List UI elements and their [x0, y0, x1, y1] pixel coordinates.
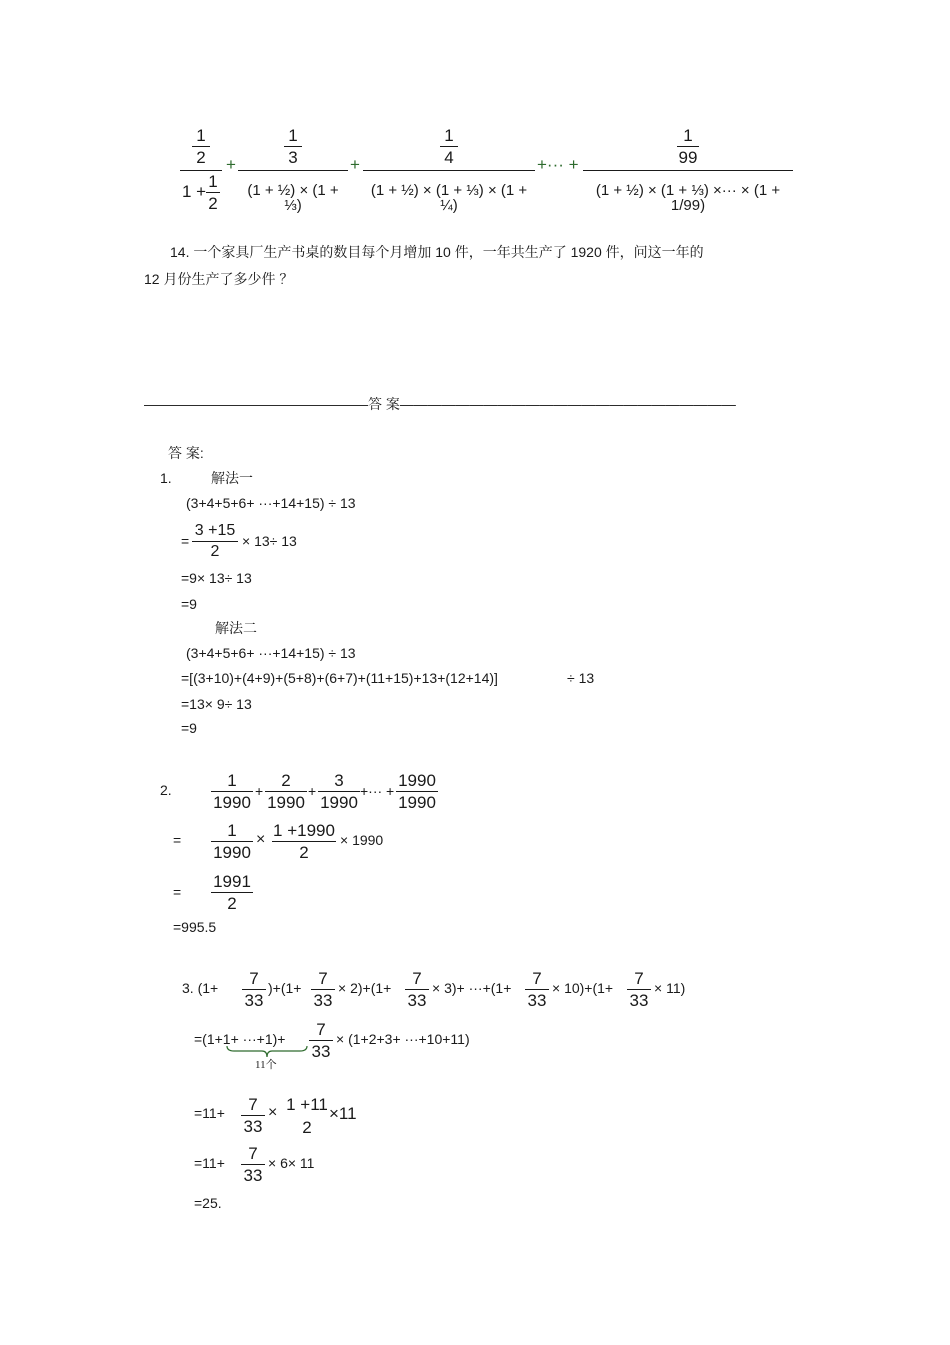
term-4-inner-numerator: 1 [683, 126, 693, 145]
answer-1-fraction [192, 523, 238, 560]
frac-numerator: 7 [248, 1144, 258, 1163]
answer-3-part: 3. (1+ [182, 980, 219, 996]
problem-14-line-2: 12 月份生产了多少件 ？ [144, 271, 294, 287]
answer-1-number: 1. [160, 470, 172, 486]
answer-3-part: )+(1+ [268, 980, 302, 996]
term-1-inner-numerator: 1 [196, 126, 206, 145]
times-sign: × [256, 831, 266, 848]
answer-3-line-2-suffix: × (1+2+3+ ···+10+11) [336, 1031, 470, 1047]
term-1-inner-denominator: 2 [196, 148, 206, 167]
answer-3-frac-7-33 [627, 970, 651, 1009]
problem-14-line-1: 14. 一个家具厂生产书桌的数目每个月增加 10 件，一年共生产了 1920 件，问这一年的 [170, 244, 704, 260]
answer-1-line-2-prefix: = [181, 533, 190, 549]
answer-2-frac-6 [272, 822, 336, 861]
answer-1-method-2-title: 解法二 [215, 620, 257, 636]
frac-numerator: 7 [318, 969, 328, 988]
frac-denominator: 1990 [213, 793, 251, 812]
answer-3-part: × 11) [654, 980, 686, 996]
term-4-denominator: (1 + ½) × (1 + ⅓) ×··· × (1 + 1/99) [595, 182, 781, 214]
answer-1-line-6-suffix: ÷ 13 [567, 670, 595, 686]
answer-1-line-6: =[(3+10)+(4+9)+(5+8)+(6+7)+(11+15)+13+(12+14)] [181, 670, 498, 686]
frac-denominator: 1990 [267, 793, 305, 812]
term-3-inner-numerator: 1 [444, 126, 454, 145]
answer-3-line-4-suffix: × 6× 11 [268, 1155, 315, 1171]
ellipsis-plus: +··· + [360, 783, 395, 799]
term-3 [363, 127, 535, 213]
answer-1-line-1: (3+4+5+6+ ···+14+15) ÷ 13 [186, 495, 356, 511]
answer-3-frac-7-33 [242, 970, 266, 1009]
underbrace-label: 11个 [255, 1059, 277, 1071]
answer-2-number: 2. [160, 782, 172, 798]
term-3-inner-denominator: 4 [444, 148, 454, 167]
equals-sign: = [173, 884, 182, 900]
term-3-denominator: (1 + ½) × (1 + ⅓) × (1 + ¼) [370, 182, 528, 214]
answer-1-line-4: =9 [181, 596, 197, 612]
answer-1-line-7: =13× 9÷ 13 [181, 696, 252, 712]
frac-denominator: 2 [299, 843, 309, 862]
frac-denominator: 33 [629, 991, 649, 1010]
answer-3-frac-7-33 [241, 1145, 265, 1184]
answer-1-line-3: =9× 13÷ 13 [181, 570, 252, 586]
answer-1-method-1-title: 解法一 [211, 470, 253, 486]
frac-numerator: 1991 [213, 872, 251, 891]
frac-denominator: 33 [244, 991, 264, 1010]
term-4-inner-denominator: 99 [678, 148, 698, 167]
frac-numerator: 7 [248, 1095, 258, 1114]
term-2-inner-numerator: 1 [288, 126, 298, 145]
answer-3-line-3-suffix: ×11 [329, 1104, 357, 1123]
equals-sign: = [173, 832, 182, 848]
underbrace [226, 1045, 308, 1059]
frac-numerator: 7 [249, 969, 259, 988]
frac-denominator: 33 [527, 991, 547, 1010]
frac-numerator: 1 [227, 771, 237, 790]
frac-numerator: 7 [532, 969, 542, 988]
frac-numerator: 7 [634, 969, 644, 988]
answer-2-frac-2 [265, 772, 307, 811]
frac-denominator: 33 [243, 1166, 263, 1185]
frac-denominator: 33 [313, 991, 333, 1010]
answer-1-line-5: (3+4+5+6+ ···+14+15) ÷ 13 [186, 645, 356, 661]
frac-numerator: 1 +1990 [273, 821, 335, 840]
answer-3-frac-7-33 [311, 970, 335, 1009]
answer-3-frac-7-33 [309, 1021, 333, 1060]
answer-1-line-2-suffix: × 13÷ 13 [242, 533, 297, 549]
plus-sign: + [226, 155, 236, 174]
answer-3-part: × 2)+(1+ [338, 980, 392, 996]
frac-denominator: 1990 [398, 793, 436, 812]
frac-denominator: 1990 [213, 843, 251, 862]
frac-denominator: 1990 [320, 793, 358, 812]
answer-3-result: =25. [194, 1195, 222, 1211]
answers-heading: 答 案: [168, 445, 204, 461]
answer-1-line-8: =9 [181, 720, 197, 736]
answer-1-frac-numerator: 3 +15 [194, 522, 236, 539]
frac-numerator: 1 +11 [286, 1095, 328, 1114]
frac-denominator: 33 [243, 1117, 263, 1136]
answer-3-part: × 3)+ ···+(1+ [432, 980, 512, 996]
answer-2-frac-1 [211, 772, 253, 811]
answer-3-line-4-prefix: =11+ [194, 1155, 225, 1171]
times-sign: × [268, 1104, 278, 1121]
answer-3-frac-7-33 [405, 970, 429, 1009]
term-2-inner-denominator: 3 [288, 148, 298, 167]
answer-2-line-2-suffix: × 1990 [340, 832, 384, 848]
answer-3-frac-1-plus-11 [285, 1096, 329, 1136]
answer-3-frac-7-33 [525, 970, 549, 1009]
answer-2-frac-5 [211, 822, 253, 861]
answer-3-part: × 10)+(1+ [552, 980, 614, 996]
frac-numerator: 7 [412, 969, 422, 988]
answer-3-line-2-prefix: =(1+1+ ···+1)+ [194, 1031, 286, 1047]
answer-2-frac-3 [318, 772, 360, 811]
frac-denominator: 33 [311, 1042, 331, 1061]
ellipsis-plus: +··· + [537, 155, 579, 174]
term-4 [583, 127, 793, 213]
frac-numerator: 1990 [398, 771, 436, 790]
frac-denominator: 2 [227, 894, 237, 913]
frac-numerator: 1 [227, 821, 237, 840]
plus-sign: + [255, 783, 264, 799]
term-2 [238, 127, 348, 213]
term-1-den-frac-num: 1 [208, 172, 218, 191]
plus-sign: + [308, 783, 317, 799]
answer-divider: ————————————————答 案———————————————————————— [144, 396, 736, 412]
frac-denominator: 33 [407, 991, 427, 1010]
answer-2-result: =995.5 [173, 919, 217, 935]
frac-numerator: 2 [281, 771, 291, 790]
answer-1-frac-denominator: 2 [210, 543, 220, 560]
frac-numerator: 7 [316, 1020, 326, 1039]
term-1 [180, 126, 222, 213]
term-1-den-frac-den: 2 [208, 194, 218, 213]
answer-2-frac-7 [211, 873, 253, 912]
answer-3-frac-7-33 [241, 1096, 265, 1135]
frac-numerator: 3 [334, 771, 344, 790]
term-1-den-prefix: 1 + [182, 182, 207, 201]
answer-3-line-3-prefix: =11+ [194, 1105, 225, 1121]
answer-2-frac-4 [396, 772, 438, 811]
plus-sign: + [350, 155, 360, 174]
term-2-denominator: (1 + ½) × (1 + ⅓) [247, 182, 339, 214]
frac-denominator: 2 [302, 1118, 312, 1137]
